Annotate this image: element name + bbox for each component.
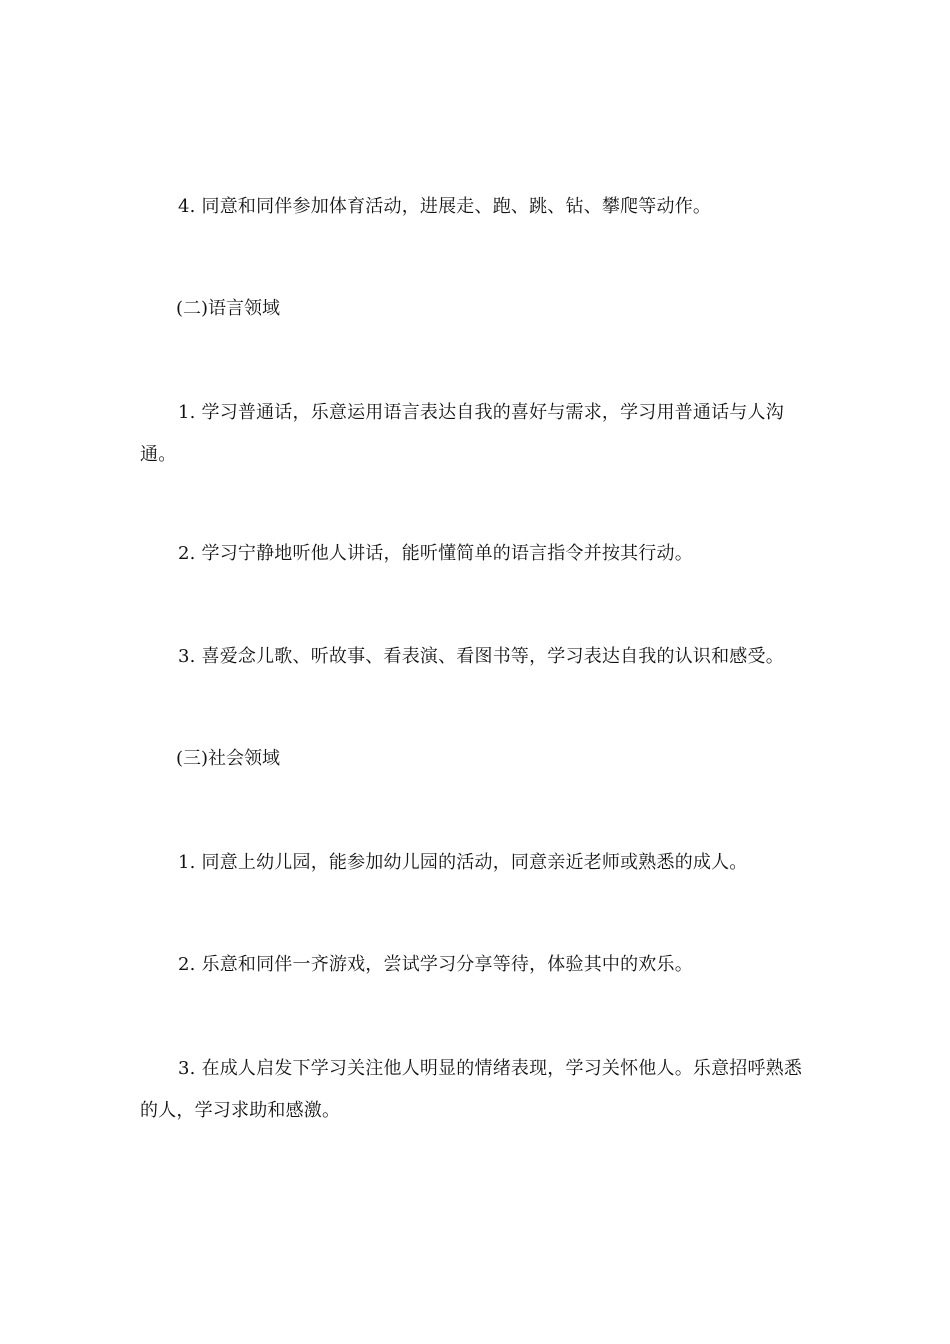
paragraph-motor-4: 4. 同意和同伴参加体育活动，进展走、跑、跳、钻、攀爬等动作。	[178, 196, 712, 217]
paragraph-language-3: 3. 喜爱念儿歌、听故事、看表演、看图书等，学习表达自我的认识和感受。	[178, 646, 784, 667]
paragraph-language-1: 1. 学习普通话，乐意运用语言表达自我的喜好与需求，学习用普通话与人沟通。	[140, 402, 784, 465]
paragraph-social-2: 2. 乐意和同伴一齐游戏，尝试学习分享等待，体验其中的欢乐。	[178, 954, 693, 975]
paragraph-social-1: 1. 同意上幼儿园，能参加幼儿园的活动，同意亲近老师或熟悉的成人。	[178, 852, 748, 873]
section-heading-language: (二)语言领域	[176, 298, 281, 319]
paragraph-social-3: 3. 在成人启发下学习关注他人明显的情绪表现，学习关怀他人。乐意招呼熟悉的人，学习求助和感激。	[140, 1058, 803, 1121]
paragraph-language-2: 2. 学习宁静地听他人讲话，能听懂简单的语言指令并按其行动。	[178, 543, 693, 564]
section-heading-social: (三)社会领域	[176, 748, 281, 769]
